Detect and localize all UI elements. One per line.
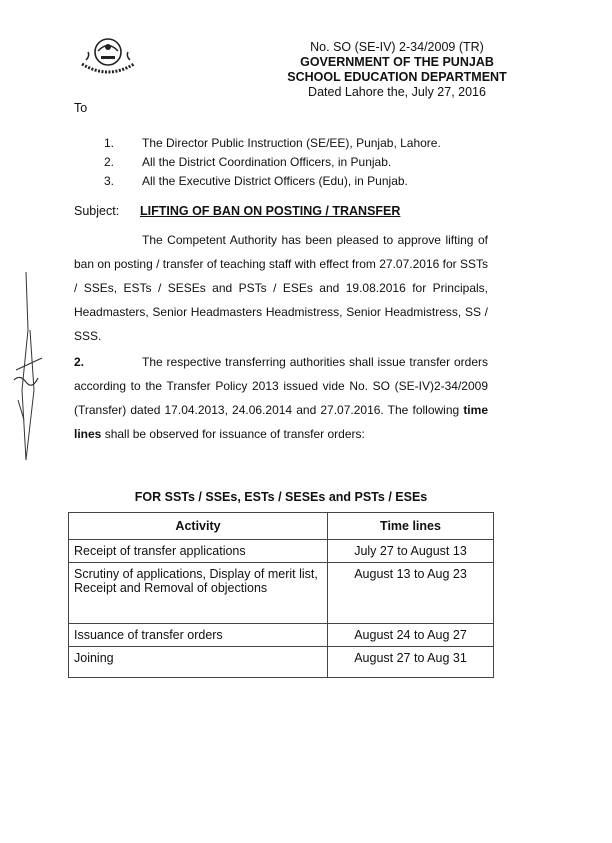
department-name: SCHOOL EDUCATION DEPARTMENT — [287, 70, 507, 84]
timeline-cell: July 27 to August 13 — [328, 540, 494, 563]
addressee-item — [104, 172, 441, 191]
addressee-list — [104, 134, 441, 191]
paragraph-1-text: The Competent Authority has been pleased to approve lifting of ban on posting / transfer of teaching staff with effect from 27.07.2016 for SSTs / SSEs, ESTs / SESEs and PSTs / ESEs and 19.08.2016 for Principals, Headmasters, Senior Headmasters Headmistress, Senior Headmistress, SS / SSS. — [74, 233, 488, 343]
activity-header: Activity — [69, 513, 328, 540]
addressee-number: 3. — [104, 174, 115, 188]
paragraph-2-number: 2. — [74, 355, 85, 369]
timeline-cell: August 24 to Aug 27 — [328, 624, 494, 647]
activity-cell: Issuance of transfer orders — [69, 624, 328, 647]
timeline-cell: August 13 to Aug 23 — [328, 563, 494, 624]
table-title: FOR SSTs / SSEs, ESTs / SESEs and PSTs / ESEs — [134, 490, 428, 504]
paragraph-2-text-b: shall be observed for issuance of transfer orders: — [101, 427, 365, 441]
timeline-table — [68, 512, 494, 678]
table-row — [69, 540, 494, 563]
activity-cell: Scrutiny of applications, Display of merit list, Receipt and Removal of objections — [69, 563, 328, 624]
table-row — [69, 624, 494, 647]
table-row — [69, 647, 494, 678]
timeline-cell: August 27 to Aug 31 — [328, 647, 494, 678]
to-label: To — [74, 101, 88, 115]
addressee-text: All the District Coordination Officers, in Punjab. — [142, 155, 392, 169]
reference-number: No. SO (SE-IV) 2-34/2009 (TR) — [310, 40, 484, 54]
subject-label: Subject: — [74, 204, 120, 218]
letter-header — [282, 40, 512, 100]
paragraph-1 — [74, 228, 488, 348]
addressee-number: 2. — [104, 155, 115, 169]
timelines-header: Time lines — [328, 513, 494, 540]
punjab-emblem-logo — [76, 34, 140, 82]
subject-line — [74, 204, 400, 218]
margin-signature-scribble — [8, 270, 48, 490]
paragraph-2 — [74, 350, 488, 446]
paragraph-2-bold: time lines — [74, 403, 488, 441]
activity-cell: Joining — [69, 647, 328, 678]
addressee-text: The Director Public Instruction (SE/EE), Punjab, Lahore. — [142, 136, 441, 150]
addressee-number: 1. — [104, 136, 115, 150]
subject-text: LIFTING OF BAN ON POSTING / TRANSFER — [140, 204, 401, 218]
letter-date: Dated Lahore the, July 27, 2016 — [308, 85, 486, 99]
addressee-item — [104, 153, 441, 172]
paragraph-2-text-a: The respective transferring authorities shall issue transfer orders according to the Transfer Policy 2013 issued vide No. SO (SE-IV)2-34/2009 (Transfer) dated 17.04.2013, 24.06.2014 and 27.07.2016. The following — [74, 355, 488, 417]
addressee-text: All the Executive District Officers (Edu), in Punjab. — [142, 174, 408, 188]
table-row — [69, 563, 494, 624]
government-name: GOVERNMENT OF THE PUNJAB — [300, 55, 494, 69]
table-header-row — [69, 513, 494, 540]
activity-cell: Receipt of transfer applications — [69, 540, 328, 563]
addressee-item — [104, 134, 441, 153]
